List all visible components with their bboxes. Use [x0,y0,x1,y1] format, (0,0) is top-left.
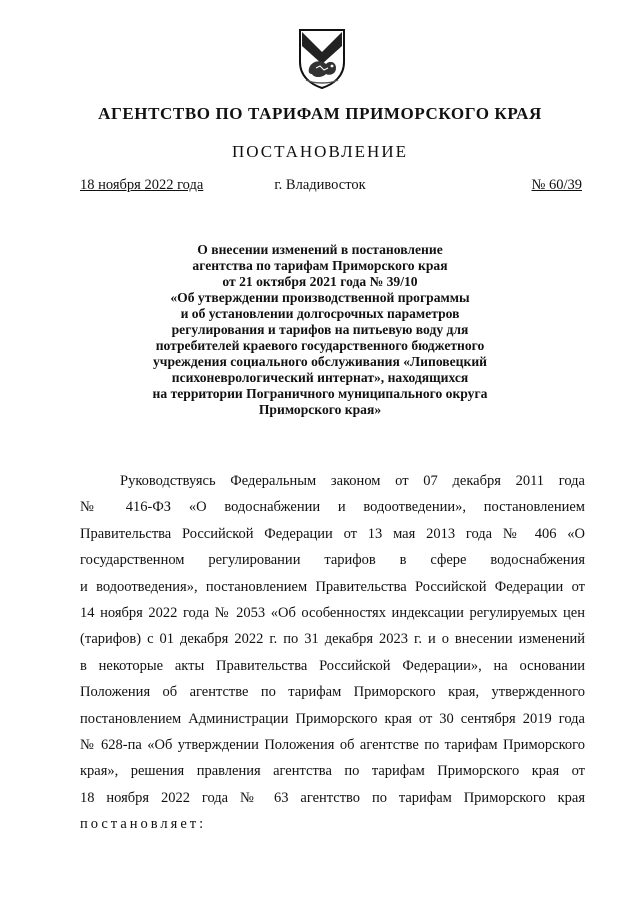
body-line: 18 ноября 2022 года № 63 агентство по тарифам Приморского края [80,789,585,806]
body-line: постановлением Администрации Приморского края от 30 сентября 2019 года [80,710,585,727]
body-line: в некоторые акты Правительства Российской Федерации», на основании [80,657,585,674]
title-line: регулирования и тарифов на питьевую воду для [171,322,469,337]
body-line: № 416-ФЗ «О водоснабжении и водоотведении», постановлением [80,499,585,516]
title-line: учреждения социального обслуживания «Липовецкий [153,354,487,369]
document-number: № 60/39 [531,177,582,193]
body-line: Правительства Российской Федерации от 13 мая 2013 года № 406 «О [80,525,585,542]
body-line: № 628-па «Об утверждении Положения об агентстве по тарифам Приморского [80,736,585,753]
body-line: края», решения правления агентства по тарифам Приморского края от [80,763,585,780]
document-title [60,242,580,418]
title-line: от 21 октября 2021 года № 39/10 [222,274,418,289]
document-date: 18 ноября 2022 года [80,177,204,193]
title-line: Приморского края» [258,402,382,417]
body-line: Руководствуясь Федеральным законом от 07 декабря 2011 года [120,473,585,489]
title-line: психоневрологический интернат», находящихся [171,370,469,385]
body-line: Положения об агентстве по тарифам Приморского края, утвержденного [80,684,585,701]
title-line: агентства по тарифам Приморского края [192,258,448,273]
coat-of-arms-icon [296,26,348,90]
body-line: государственном регулировании тарифов в сфере водоснабжения [80,552,585,569]
title-line: и об установлении долгосрочных параметров [180,306,460,321]
body-line: и водоотведения», постановлением Правительства Российской Федерации от [80,578,585,595]
agency-name: АГЕНТСТВО ПО ТАРИФАМ ПРИМОРСКОГО КРАЯ [98,104,542,123]
title-line: на территории Пограничного муниципального округа [152,386,488,401]
title-line: О внесении изменений в постановление [197,242,443,257]
title-line: потребителей краевого государственного бюджетного [155,338,485,353]
document-body [80,468,585,837]
document-type: ПОСТАНОВЛЕНИЕ [231,142,408,161]
body-line: (тарифов) с 01 декабря 2022 г. по 31 декабря 2023 г. и о внесении изменений [80,631,585,648]
document-city: г. Владивосток [274,177,366,193]
body-line-decree: постановляет: [80,816,207,833]
title-line: «Об утверждении производственной программы [170,290,470,305]
body-line: 14 ноября 2022 года № 2053 «Об особенностях индексации регулируемых цен [80,604,585,621]
